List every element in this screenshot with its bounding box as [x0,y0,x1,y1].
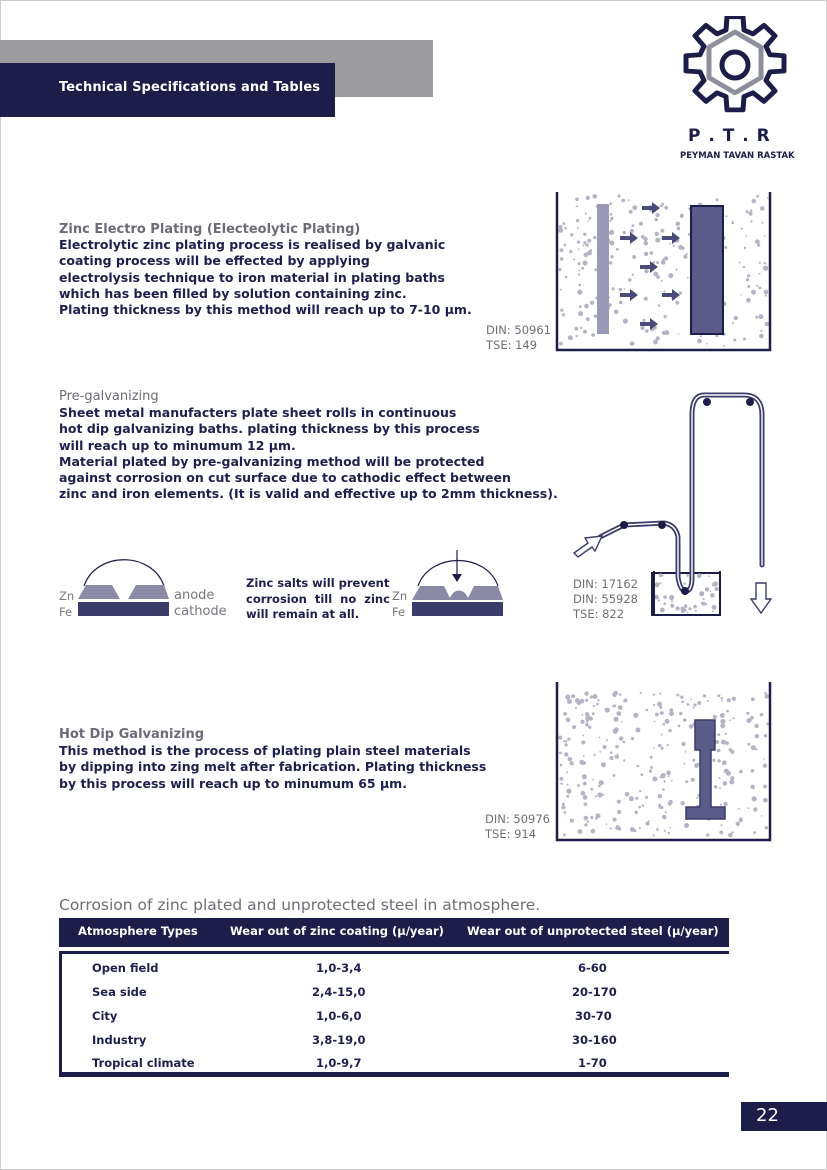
logo-letters: P . T . R [688,126,771,146]
electro-plating-body: Electrolytic zinc plating process is realised by galvanic coating process will be effected by applying electrolysis technique to iron material in plating baths which has been filled by solution containing zinc. Plating thickness by this method will reach up to 7-10 µm. [59,237,472,318]
anode-plate [597,204,609,334]
page-number: 22 [756,1105,779,1126]
column-header-zinc: Wear out of zinc coating (µ/year) [230,924,444,938]
cell-zinc: 3,8-19,0 [312,1033,366,1047]
electro-plating-standards: DIN: 50961 TSE: 149 [486,323,551,352]
zn-fe-label-left: Zn Fe [59,589,75,619]
zinc-layer-diagram-left [76,555,172,619]
cell-atmosphere: Tropical climate [92,1056,195,1070]
flow-arrows [620,202,680,330]
pre-galvanizing-title: Pre-galvanizing [59,389,159,404]
column-header-atmosphere: Atmosphere Types [78,924,198,938]
hot-dip-body: This method is the process of plating plain steel materials by dipping into zing melt after fabrication. Plating thickness by this process will reach up to minumum 65 µm. [59,743,487,791]
zinc-layer-diagram-right [408,548,508,620]
corrosion-table-title: Corrosion of zinc plated and unprotected steel in atmosphere. [59,896,541,914]
cell-atmosphere: City [92,1009,118,1023]
bath-dots [558,194,769,347]
ptr-gear-logo [683,16,787,120]
cell-steel: 30-70 [575,1009,612,1023]
pre-galvanizing-standards: DIN: 17162 DIN: 55928 TSE: 822 [573,577,638,621]
cell-atmosphere: Open field [92,961,159,975]
cell-atmosphere: Industry [92,1033,147,1047]
cell-atmosphere: Sea side [92,985,147,999]
cathode-plate [691,206,723,334]
anode-cathode-label: anode cathode [174,588,227,619]
hot-dip-standards: DIN: 50976 TSE: 914 [485,812,550,841]
header-title: Technical Specifications and Tables [59,80,321,95]
cell-zinc: 1,0-9,7 [316,1056,362,1070]
electro-plating-title: Zinc Electro Plating (Electeolytic Plating) [59,222,361,237]
cell-steel: 30-160 [572,1033,617,1047]
zn-fe-label-right: Zn Fe [392,589,408,619]
strip-exit-arrow [751,583,771,613]
logo-company-name: PEYMAN TAVAN RASTAK [680,151,795,161]
hot-dip-title: Hot Dip Galvanizing [59,727,205,742]
hot-dip-bath-diagram [550,680,774,846]
cell-steel: 20-170 [572,985,617,999]
cell-zinc: 1,0-6,0 [316,1009,362,1023]
cell-zinc: 1,0-3,4 [316,961,362,975]
bath-tank-outline [557,192,770,350]
page-number-box [741,1102,827,1131]
cell-steel: 6-60 [578,961,607,975]
column-header-steel: Wear out of unprotected steel (µ/year) [467,924,719,938]
pre-galvanizing-body: Sheet metal manufacters plate sheet rolls in continuous hot dip galvanizing baths. plating thickness by this process will reach up to minumum 12 µm. Material plated by pre-galvanizing method will be protected against corrosion on cut surface due to cathodic effect between zinc and iron elements. (It is valid and effective up to 2mm thickness). [59,405,558,502]
strip-entry-arrow [574,536,602,557]
continuous-galvanizing-line-diagram [568,385,778,620]
electro-plating-bath-diagram [550,190,774,356]
cell-zinc: 2,4-15,0 [312,985,366,999]
zinc-salts-note: Zinc salts will prevent corrosion till no zinc will remain at all. [246,576,390,621]
cell-steel: 1-70 [578,1056,607,1070]
